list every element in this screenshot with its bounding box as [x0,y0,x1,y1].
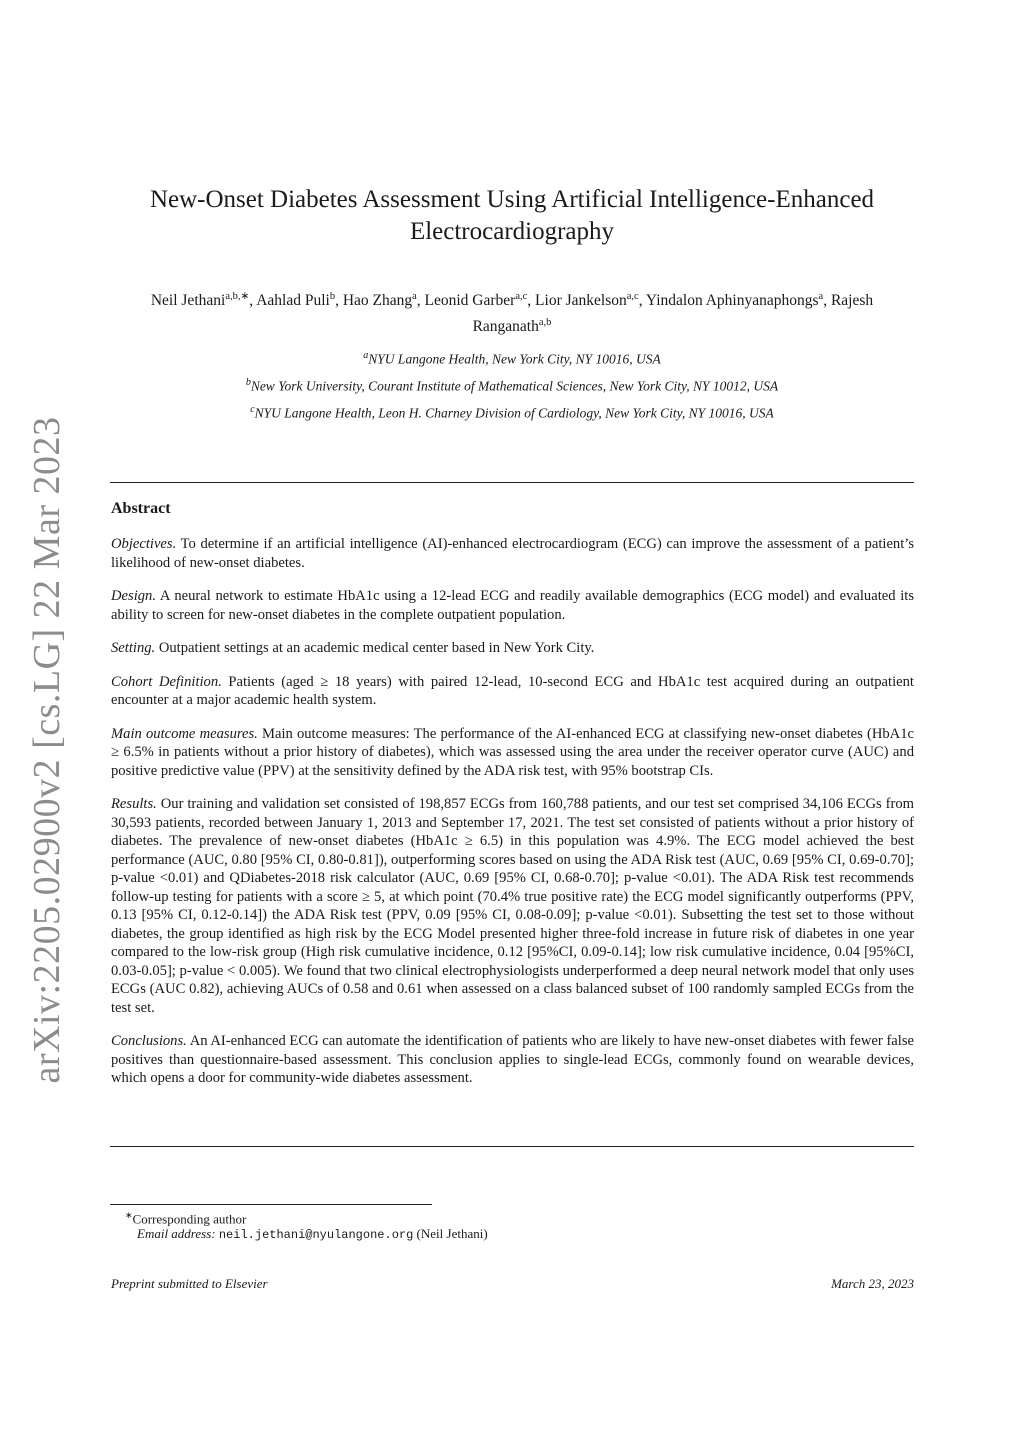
footnote-divider [110,1204,432,1205]
affiliation-marker: b [245,377,251,388]
paper-title: New-Onset Diabetes Assessment Using Artificial Intelligence-Enhanced Electrocardiography [149,186,875,245]
author-affiliation-marker: a [412,291,417,302]
corresponding-label: Corresponding author [132,1211,247,1227]
email-owner: (Neil Jethani) [416,1226,488,1241]
affiliation-marker: c [250,404,255,415]
footer-submission: Preprint submitted to Elsevier [111,1276,268,1291]
author-affiliation-marker: a,b,∗ [225,291,250,302]
bottom-divider [110,1146,914,1147]
corresponding-author-note [125,1210,246,1227]
author-separator: , [638,292,646,310]
abstract-section-label: Objectives. [111,536,177,552]
arxiv-identifier: arXiv:2205.02900v2 [cs.LG] 22 Mar 2023 [26,416,68,1084]
author-separator: , [335,292,343,310]
abstract-body [111,535,914,1103]
author-name: Yindalon Aphinyanaphongs [645,292,819,310]
abstract-section-label: Cohort Definition. [111,673,222,690]
affiliation-c [110,404,914,422]
abstract-section-text: Outpatient settings at an academic medical center based in New York City. [158,640,595,656]
abstract-section [111,1032,914,1088]
abstract-section-text: Our training and validation set consisted of 198,857 ECGs from 160,788 patients, and our test set comprised 34,106 ECGs from 30,593 patients, recorded between January 1, 2013 and September 17, 2021. The test set consisted of patients without a prior history of diabetes. The prevalence of new-onset diabetes (HbA1c ≥ 6.5) in this population was 4.9%. The ECG model achieved the best performance (AUC, 0.80 [95% CI, 0.80-0.81]), outperforming scores based on using the ADA Risk test (AUC, 0.69 [95% CI, 0.69-0.70]; p-value <0.01) and QDiabetes-2018 risk calculator (AUC, 0.69 [95% CI, 0.68-0.70]; p-value <0.01). The ADA Risk test recommends follow-up testing for patients with a score ≥ 5, at which point (70.4% true positive rate) the ECG model significantly outperforms (PPV, 0.13 [95% CI, 0.12-0.14]) the ADA Risk test (PPV, 0.09 [95% CI, 0.08-0.09]; p-value <0.01). Subsetting the test set to those without diabetes, the group identified as high risk by the ECG Model presented higher three-fold increase in future risk of diabetes in one year compared to the low-risk group (High risk cumulative incidence, 0.12 [95%CI, 0.09-0.14]; low risk cumulative incidence, 0.04 [95%CI, 0.03-0.05]; p-value < 0.005). We found that two clinical electrophysiologists underperformed a deep neural network model that only uses ECGs (AUC 0.82), achieving AUCs of 0.58 and 0.61 when assessed on a class balanced subset of 100 randomly sampled ECGs from the test set. [111,796,914,1016]
author-name: Rajesh Ranganath [472,292,874,336]
email-label: Email address: [137,1226,216,1241]
author-separator: , [249,292,257,310]
abstract-section [111,639,914,658]
author-affiliation-marker: a,c [515,291,528,302]
abstract-section-text: To determine if an artificial intelligence (AI)-enhanced electrocardiogram (ECG) can improve the assessment of a patient’s likelihood of new-onset diabetes. [111,536,915,571]
email-note [137,1226,488,1242]
author-affiliation-marker: a,b [538,317,552,329]
author-name: Hao Zhang [342,292,413,310]
author-affiliation-marker: b [329,291,336,302]
email-address[interactable]: neil.jethani@nyulangone.org [218,1228,414,1242]
author-name: Neil Jethani [150,292,226,310]
affiliation-text: NYU Langone Health, Leon H. Charney Division of Cardiology, New York City, NY 10016, USA [254,405,774,421]
footnote-marker: ∗ [125,1210,133,1220]
affiliation-text: New York University, Courant Institute of Mathematical Sciences, New York City, NY 10012, USA [250,378,779,394]
author-affiliation-marker: a [818,291,824,302]
abstract-section-text: Patients (aged ≥ 18 years) with paired 12-lead, 10-second ECG and HbA1c test acquired during an outpatient encounter at a major academic health system. [111,673,914,708]
affiliation-b [110,377,914,395]
abstract-section-label: Design. [111,588,156,604]
author-name: Lior Jankelson [535,292,627,310]
author-separator: , [416,292,425,310]
abstract-section-label: Results. [111,796,157,812]
author-separator: , [527,292,536,310]
author-affiliation-marker: a,c [626,291,639,302]
author-separator: , [823,292,831,310]
affiliation-text: NYU Langone Health, New York City, NY 10016, USA [368,351,661,367]
abstract-heading: Abstract [111,500,171,517]
abstract-section-label: Setting. [111,640,156,656]
author-name: Aahlad Puli [256,292,330,310]
abstract-section-text: A neural network to estimate HbA1c using a 12-lead ECG and readily available demographics (ECG model) and evaluated its ability to screen for new-onset diabetes in the complete outpatient population. [111,588,915,623]
abstract-section [111,535,914,572]
top-divider [110,482,914,483]
abstract-section [111,725,914,781]
abstract-section-text: An AI-enhanced ECG can automate the identification of patients who are likely to have new-onset diabetes with fewer false positives than questionnaire-based assessment. This conclusion applies to single-lead ECGs, commonly found on wearable devices, which opens a door for community-wide diabetes assessment. [111,1033,914,1086]
author-name: Leonid Garber [424,292,516,310]
affiliation-a [110,350,914,368]
abstract-section-text: Main outcome measures: The performance of the AI-enhanced ECG at classifying new-onset diabetes (HbA1c ≥ 6.5% in patients without a prior history of diabetes), which was assessed using the area under the receiver operator curve (AUC) and positive predictive value (PPV) at the sensitivity defined by the ADA risk test, with 95% bootstrap CIs. [111,725,914,779]
affiliation-marker: a [363,350,369,361]
author-list [140,286,884,338]
abstract-section-label: Main outcome measures. [111,725,258,742]
abstract-section [111,673,914,710]
footer-date: March 23, 2023 [831,1276,914,1291]
abstract-section [111,795,914,1017]
abstract-section [111,587,914,624]
abstract-section-label: Conclusions. [111,1033,187,1049]
